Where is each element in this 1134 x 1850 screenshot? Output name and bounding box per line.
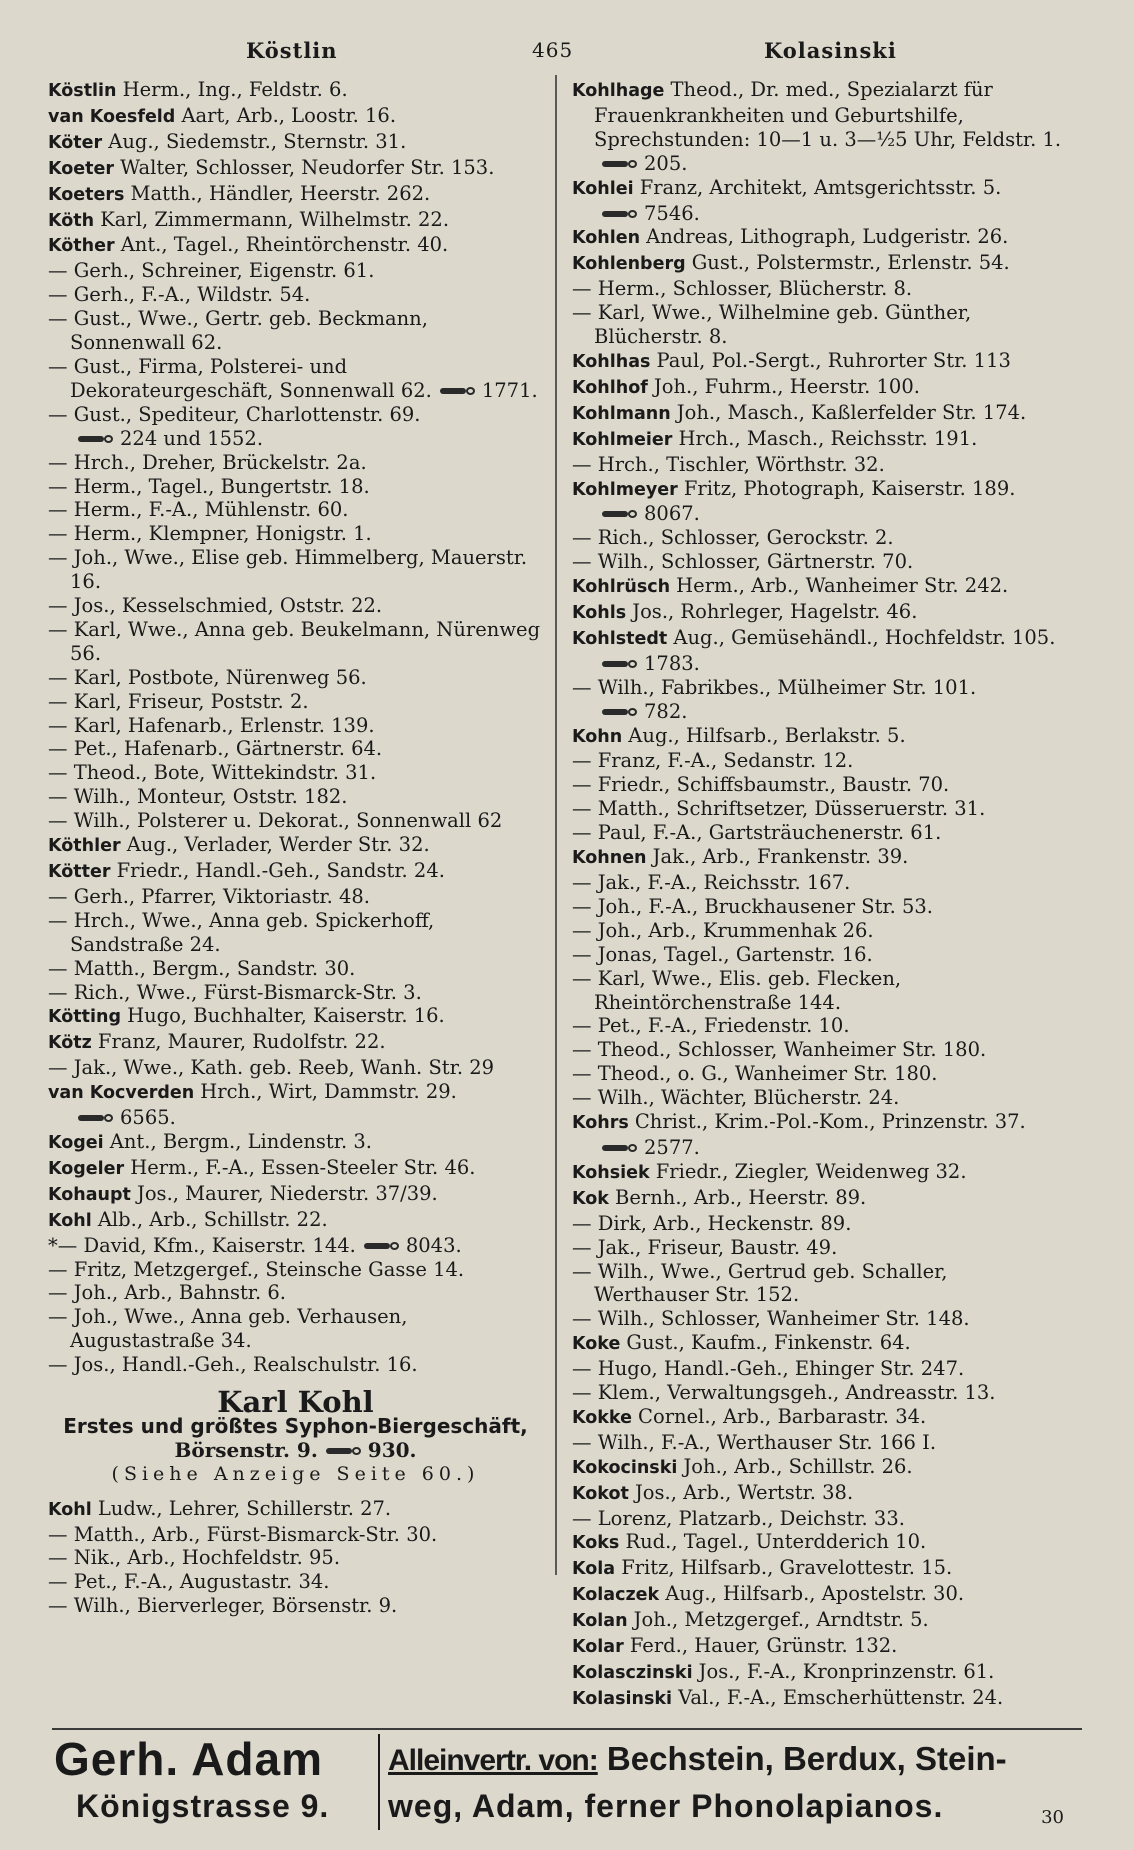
entry-surname: Koeter [48,158,121,179]
list-item [572,1186,1067,1212]
entry-details: — Lorenz, Platzarb., Deichstr. 33. [572,1506,905,1530]
list-item [48,1546,543,1570]
entry-details: Alb., Arb., Schillstr. 22. [97,1207,328,1231]
entry-details: — Herm., Klempner, Honigstr. 1. [48,522,372,546]
list-item [572,1357,1067,1381]
entry-details: — Hrch., Wwe., Anna geb. Spickerhoff, Sandstraße 24. [48,908,435,956]
entry-surname: Kohaupt [48,1184,137,1205]
entry-details: Matth., Händler, Heerstr. 262. [130,181,431,205]
list-item [48,498,543,522]
list-item [572,1260,1067,1308]
list-item [572,251,1067,277]
list-item [572,78,1067,176]
list-item [48,259,543,283]
entry-surname: Kogeler [48,1158,131,1179]
entry-surname: Kolasczinski [572,1663,699,1683]
list-item [48,785,543,809]
entry-details: Hrch., Wirt, Dammstr. 29. [200,1080,457,1104]
entry-details: — Jak., Wwe., Kath. geb. Reeb, Wanh. Str. 29 [48,1056,495,1080]
entry-surname: Köther [48,236,121,257]
entry-details: — Wilh., Wächter, Blücherstr. 24. [572,1086,900,1110]
list-item [572,301,1067,349]
entry-details: — Wilh., F.-A., Werthauser Str. 166 I. [572,1430,937,1454]
entry-surname: Kohrs [572,1113,635,1134]
list-item [572,526,1067,550]
list-item [48,957,543,981]
entry-surname: Köthler [48,836,127,857]
entry-details: — Herm., F.-A., Mühlenstr. 60. [48,498,349,522]
list-item [48,737,543,761]
entry-details: Walter, Schlosser, Neudorfer Str. 153. [120,155,495,179]
list-item [572,1014,1067,1038]
phone-number: 6565. [120,1106,176,1130]
phone-number: 782. [644,699,688,723]
list-item [48,1130,543,1156]
list-item [48,78,543,104]
entry-surname: Kogei [48,1132,110,1153]
list-item [48,475,543,499]
entry-surname: Kola [572,1559,622,1580]
list-item [572,277,1067,301]
entry-details: — Karl, Wwe., Elis. geb. Flecken, Rheintörchenstraße 144. [572,966,902,1014]
entry-details: — Joh., Wwe., Elise geb. Himmelberg, Mauerstr. 16. [48,546,528,594]
entry-details: — Herm., Schlosser, Blücherstr. 8. [572,277,913,301]
list-item [572,919,1067,943]
list-item [48,714,543,738]
list-item [572,871,1067,895]
list-item [48,104,543,130]
phone-number: 1771. [481,378,538,402]
entry-details: — Gerh., F.-A., Wildstr. 54. [48,283,311,307]
telephone-icon [78,1114,114,1123]
list-item [572,176,1067,226]
entry-details: Fritz, Hilfsarb., Gravelottestr. 15. [621,1556,953,1580]
telephone-icon [602,1144,638,1153]
entry-details: — Nik., Arb., Hochfeldstr. 95. [48,1546,341,1570]
telephone-icon [602,160,638,169]
entry-details: Rud., Tagel., Unterdderich 10. [625,1530,927,1554]
entry-surname: Koeters [48,184,131,205]
list-item [48,522,543,546]
entry-details: — Klem., Verwaltungsgeh., Andreasstr. 13. [572,1381,996,1405]
list-item [572,427,1067,453]
list-item [48,307,543,355]
entry-surname: Kohlei [572,178,640,199]
entry-details: Jos., Rohrleger, Hagelstr. 46. [632,600,918,624]
entry-details: — Wilh., Schlosser, Wanheimer Str. 148. [572,1307,970,1331]
list-item [572,676,1067,724]
list-item [48,1258,543,1282]
entry-details: — Dirk, Arb., Heckenstr. 89. [572,1211,852,1235]
advert-line-1: Erstes und größtes Syphon-Biergeschäft, [63,1413,528,1438]
banner-top-rule [52,1728,1082,1730]
list-item [48,156,543,182]
header-left-keyword: Köstlin [246,38,338,63]
phone-number: 1783. [644,651,700,675]
header-right-keyword: Kolasinski [764,38,897,63]
list-item [572,1481,1067,1507]
entry-details: — Rich., Wwe., Fürst-Bismarck-Str. 3. [48,980,422,1004]
list-item [572,600,1067,626]
entry-details: — Matth., Arb., Fürst-Bismarck-Str. 30. [48,1522,438,1546]
list-item [48,283,543,307]
entry-details: Aart, Arb., Loostr. 16. [181,103,397,127]
list-item [572,1660,1067,1686]
entry-surname: Kohn [572,726,629,747]
banner-line-1-text: Bechstein, Berdux, Stein- [606,1740,1007,1777]
entry-details: Ferd., Hauer, Grünstr. 132. [629,1634,898,1658]
entry-surname: Kötting [48,1007,128,1028]
list-item [572,1331,1067,1357]
entry-details: Jos., Maurer, Niederstr. 37/39. [137,1181,438,1205]
entry-details: — Gerh., Schreiner, Eigenstr. 61. [48,259,375,283]
entry-surname: Kötter [48,862,117,882]
banner-divider [378,1734,380,1830]
entry-surname: Kolasinski [572,1688,679,1709]
entry-details: Ant., Bergm., Lindenstr. 3. [109,1129,372,1153]
entry-surname: Koks [572,1533,626,1554]
list-item [48,1523,543,1547]
entry-details: Friedr., Handl.-Geh., Sandstr. 24. [116,859,445,882]
list-item [572,1634,1067,1660]
entry-surname: Kohlmeier [572,429,679,450]
entry-details: — Herm., Tagel., Bungertstr. 18. [48,474,370,498]
entry-surname: Kohls [572,603,633,624]
list-item [572,626,1067,676]
entry-details: — Hrch., Dreher, Brückelstr. 2a. [48,450,367,474]
list-item [48,1080,543,1130]
entry-details: — Pet., Hafenarb., Gärtnerstr. 64. [48,737,383,761]
page-number: 465 [532,38,574,62]
entry-surname: Kolan [572,1611,634,1632]
list-item [48,233,543,259]
entry-details: Hugo, Buchhalter, Kaiserstr. 16. [127,1004,445,1028]
entry-surname: Kokocinski [572,1457,684,1478]
entry-surname: Kohlrüsch [572,577,677,598]
entry-details: — Jos., Handl.-Geh., Realschulstr. 16. [48,1353,418,1377]
list-item [572,1686,1067,1712]
footer-number: 30 [1041,1807,1064,1828]
entry-details: Jak., Arb., Frankenstr. 39. [652,845,909,869]
banner-line-1 [388,1740,1007,1778]
list-item [48,594,543,618]
list-item [48,981,543,1005]
entry-details: Jos., F.-A., Kronprinzenstr. 61. [698,1660,995,1683]
left-column [48,78,543,1618]
entry-surname: Kohnen [572,848,653,869]
entry-details: Aug., Verlader, Werder Str. 32. [126,833,430,857]
list-item [48,1570,543,1594]
entry-surname: Kohsiek [572,1162,656,1183]
list-item [572,1160,1067,1186]
entry-surname: Kolaczek [572,1585,666,1606]
banner-line-1-prefix: Alleinvertr. von: [388,1744,598,1777]
advert-name: Karl Kohl [217,1385,374,1420]
list-item [572,821,1067,845]
banner-line-2: weg, Adam, ferner Phonolapianos. [388,1788,944,1824]
entry-details: Ant., Tagel., Rheintörchenstr. 40. [120,233,449,257]
entry-surname: Kokke [572,1407,639,1428]
list-item [48,1305,543,1353]
entry-details: — Jak., F.-A., Reichsstr. 167. [572,871,851,894]
entry-details: — Hrch., Tischler, Wörthstr. 32. [572,452,885,476]
entry-details: — Wilh., Polsterer u. Dekorat., Sonnenwall 62 [48,809,503,833]
entry-details: — Karl, Wwe., Anna geb. Beukelmann, Nürenweg 56. [48,617,541,665]
list-item [572,225,1067,251]
list-item [48,1182,543,1208]
entry-details: — Wilh., Schlosser, Gärtnerstr. 70. [572,550,914,574]
entry-details: Joh., Fuhrm., Heerstr. 100. [653,374,920,398]
telephone-icon [440,387,476,396]
entry-details: — Friedr., Schiffsbaumstr., Baustr. 70. [572,773,950,797]
list-item [572,1110,1067,1160]
list-item [48,909,543,957]
entry-details: — Gerh., Pfarrer, Viktoriastr. 48. [48,884,370,908]
list-item [572,1307,1067,1331]
entry-details: — Wilh., Fabrikbes., Mülheimer Str. 101. [572,675,977,699]
list-item [572,845,1067,871]
entry-surname: Kötz [48,1033,98,1054]
entry-details: — Franz, F.-A., Sedanstr. 12. [572,749,854,773]
list-item [48,690,543,714]
entry-surname: Kohlstedt [572,628,674,649]
entry-details: — Pet., F.-A., Augustastr. 34. [48,1570,330,1594]
entry-details: — Gust., Firma, Polsterei- und Dekorateurgeschäft, Sonnenwall 62. [48,354,432,402]
list-item [572,401,1067,427]
entry-surname: Kokot [572,1483,635,1504]
list-item [572,550,1067,574]
list-item [572,773,1067,797]
banner-company-name: Gerh. Adam [54,1733,324,1785]
list-item [572,749,1067,773]
list-item [572,1582,1067,1608]
entry-details: — Pet., F.-A., Friedenstr. 10. [572,1014,850,1038]
list-item [572,1086,1067,1110]
entry-details: Joh., Arb., Schillstr. 26. [683,1454,913,1478]
entry-details: Christ., Krim.-Pol.-Kom., Prinzenstr. 37. [634,1110,1026,1134]
entry-surname: Köth [48,210,101,231]
list-item [48,859,543,885]
telephone-icon [602,210,638,219]
list-item [48,1030,543,1056]
entry-details: — Karl, Hafenarb., Erlenstr. 139. [48,713,375,737]
entry-surname: Kohlenberg [572,254,692,275]
list-item [48,1208,543,1234]
list-item [572,1381,1067,1405]
entry-surname: Koke [572,1334,627,1355]
list-item [572,1507,1067,1531]
entry-details: — Joh., F.-A., Bruckhausener Str. 53. [572,894,934,918]
telephone-icon [78,435,114,444]
entry-details: Joh., Masch., Kaßlerfelder Str. 174. [676,400,1027,424]
entry-details: — Joh., Arb., Krummenhak 26. [572,918,874,942]
list-item [572,1455,1067,1481]
entry-details: — Jos., Kesselschmied, Oststr. 22. [48,594,383,618]
entry-details: — Theod., o. G., Wanheimer Str. 180. [572,1062,938,1086]
entry-surname: Köstlin [48,81,123,101]
telephone-icon [602,510,638,519]
list-item [572,895,1067,919]
entry-details: Paul, Pol.-Sergt., Ruhrorter Str. 113 [656,348,1011,372]
entry-details: — Matth., Bergm., Sandstr. 30. [48,956,356,980]
entry-details: — Joh., Wwe., Anna geb. Verhausen, Augustastraße 34. [48,1305,408,1353]
list-item [48,885,543,909]
entry-details: Gust., Polstermstr., Erlenstr. 54. [691,251,1010,275]
entry-surname: Kohlhage [572,81,671,101]
entry-details: — Gust., Spediteur, Charlottenstr. 69. [48,402,421,426]
entry-details: — Wilh., Wwe., Gertrud geb. Schaller, Werthauser Str. 152. [572,1259,948,1307]
entry-details: — Hugo, Handl.-Geh., Ehinger Str. 247. [572,1357,965,1381]
list-item [572,797,1067,821]
list-item [572,1608,1067,1634]
entry-details: *— David, Kfm., Kaiserstr. 144. [48,1233,356,1257]
list-item [48,618,543,666]
entry-details: — Karl, Postbote, Nürenweg 56. [48,665,367,689]
phone-number: 8067. [644,502,700,526]
list-item [48,403,543,451]
list-item [572,574,1067,600]
list-item [572,943,1067,967]
inline-advertisement [48,1385,543,1487]
telephone-icon [602,708,638,717]
list-item [572,1038,1067,1062]
entry-details: Val., F.-A., Emscherhüttenstr. 24. [678,1685,1004,1709]
list-item [48,208,543,234]
telephone-icon [364,1242,400,1251]
list-item [48,761,543,785]
entry-surname: Kolar [572,1637,630,1658]
list-item [572,1236,1067,1260]
right-column [572,78,1067,1712]
list-item [48,1594,543,1618]
entry-details: Aug., Siedemstr., Sternstr. 31. [108,129,407,153]
entry-details: Franz, Architekt, Amtsgerichtsstr. 5. [639,175,1002,199]
entry-details: Franz, Maurer, Rudolfstr. 22. [97,1030,386,1054]
entry-details: Andreas, Lithograph, Ludgeristr. 26. [646,225,1009,249]
list-item [572,477,1067,527]
entry-details: — Gust., Wwe., Gertr. geb. Beckmann, Sonnenwall 62. [48,307,428,355]
list-item [48,130,543,156]
entry-details: — Jak., Friseur, Baustr. 49. [572,1235,838,1259]
entry-details: Joh., Metzgergef., Arndtstr. 5. [633,1608,929,1632]
entry-surname: Kok [572,1188,616,1209]
phone-number: 205. [644,151,688,175]
entry-details: Hrch., Masch., Reichsstr. 191. [678,426,978,450]
list-item [572,375,1067,401]
list-item [48,355,543,403]
entry-details: — Karl, Wwe., Wilhelmine geb. Günther, Blücherstr. 8. [572,301,972,349]
advertisement-banner [52,1728,1082,1836]
entry-details: Herm., Arb., Wanheimer Str. 242. [676,574,1009,598]
entry-details: — Rich., Schlosser, Gerockstr. 2. [572,526,894,550]
entry-details: Gust., Kaufm., Finkenstr. 64. [626,1331,911,1355]
phone-number: 7546. [644,201,700,225]
phone-number: 224 und 1552. [120,426,264,450]
list-item [572,1431,1067,1455]
column-divider [555,75,557,1575]
telephone-icon [326,1447,362,1456]
entry-surname: Kohl [48,1210,98,1231]
entry-surname: Kohlhof [572,377,654,398]
list-item [48,1234,543,1258]
entry-surname: Kohl [48,1499,98,1520]
entry-details: Bernh., Arb., Heerstr. 89. [615,1185,867,1209]
entry-details: Aug., Hilfsarb., Apostelstr. 30. [665,1582,965,1606]
entry-surname: van Kocverden [48,1083,201,1104]
list-item [48,1004,543,1030]
entry-details: Karl, Zimmermann, Wilhelmstr. 22. [100,207,450,231]
entry-details: — Wilh., Bierverleger, Börsenstr. 9. [48,1594,398,1618]
list-item [48,451,543,475]
list-item [572,967,1067,1015]
entry-details: Fritz, Photograph, Kaiserstr. 189. [683,476,1016,500]
list-item [48,1353,543,1377]
phone-number: 2577. [644,1135,700,1159]
entry-surname: Kohlmeyer [572,479,684,500]
list-item [48,809,543,833]
banner-address: Königstrasse 9. [76,1788,330,1824]
list-item [572,1530,1067,1556]
telephone-icon [602,660,638,669]
entry-surname: Kohlhas [572,351,657,372]
entry-details: Cornel., Arb., Barbarastr. 34. [638,1404,927,1428]
entry-surname: van Koesfeld [48,106,182,127]
list-item [572,1062,1067,1086]
list-item [572,349,1067,375]
entry-details: — Matth., Schriftsetzer, Düsseruerstr. 31. [572,797,986,821]
list-item [48,182,543,208]
list-item [572,1405,1067,1431]
advert-line-2: Börsenstr. 9. 930. [174,1437,417,1462]
list-item [48,833,543,859]
list-item [572,724,1067,750]
phone-number: 8043. [405,1233,462,1257]
list-item [572,1556,1067,1582]
entry-details: — Paul, F.-A., Gartsträuchenerstr. 61. [572,821,942,845]
entry-details: — Theod., Schlosser, Wanheimer Str. 180. [572,1038,987,1062]
advert-line-3: (Siehe Anzeige Seite 60.) [111,1462,480,1485]
entry-surname: Kohlen [572,228,647,249]
list-item [48,1056,543,1080]
entry-details: — Theod., Bote, Wittekindstr. 31. [48,761,377,785]
entry-details: — Fritz, Metzgergef., Steinsche Gasse 14. [48,1257,465,1281]
list-item [48,666,543,690]
entry-details: — Jonas, Tagel., Gartenstr. 16. [572,942,873,966]
list-item [48,1156,543,1182]
entry-details: Herm., Ing., Feldstr. 6. [122,78,348,101]
list-item [48,1281,543,1305]
entry-details: Friedr., Ziegler, Weidenweg 32. [655,1159,967,1183]
entry-details: Jos., Arb., Wertstr. 38. [634,1480,854,1504]
entry-details: — Joh., Arb., Bahnstr. 6. [48,1281,286,1305]
list-item [48,546,543,594]
entry-details: — Wilh., Monteur, Oststr. 182. [48,785,348,809]
entry-surname: Kohlmann [572,403,677,424]
list-item [48,1497,543,1523]
list-item [572,1212,1067,1236]
entry-details: Theod., Dr. med., Spezialarzt für Frauenkrankheiten und Geburtshilfe, Sprechstunden: 10—1 u. 3—½5 Uhr, Feldstr. 1. [594,78,1062,151]
entry-details: Ludw., Lehrer, Schillerstr. 27. [97,1496,392,1520]
entry-surname: Köter [48,132,109,153]
list-item [572,453,1067,477]
entry-details: Aug., Hilfsarb., Berlakstr. 5. [628,723,906,747]
entry-details: Aug., Gemüsehändl., Hochfeldstr. 105. [673,625,1056,649]
entry-details: — Karl, Friseur, Poststr. 2. [48,689,309,713]
entry-details: Herm., F.-A., Essen-Steeler Str. 46. [130,1155,476,1179]
